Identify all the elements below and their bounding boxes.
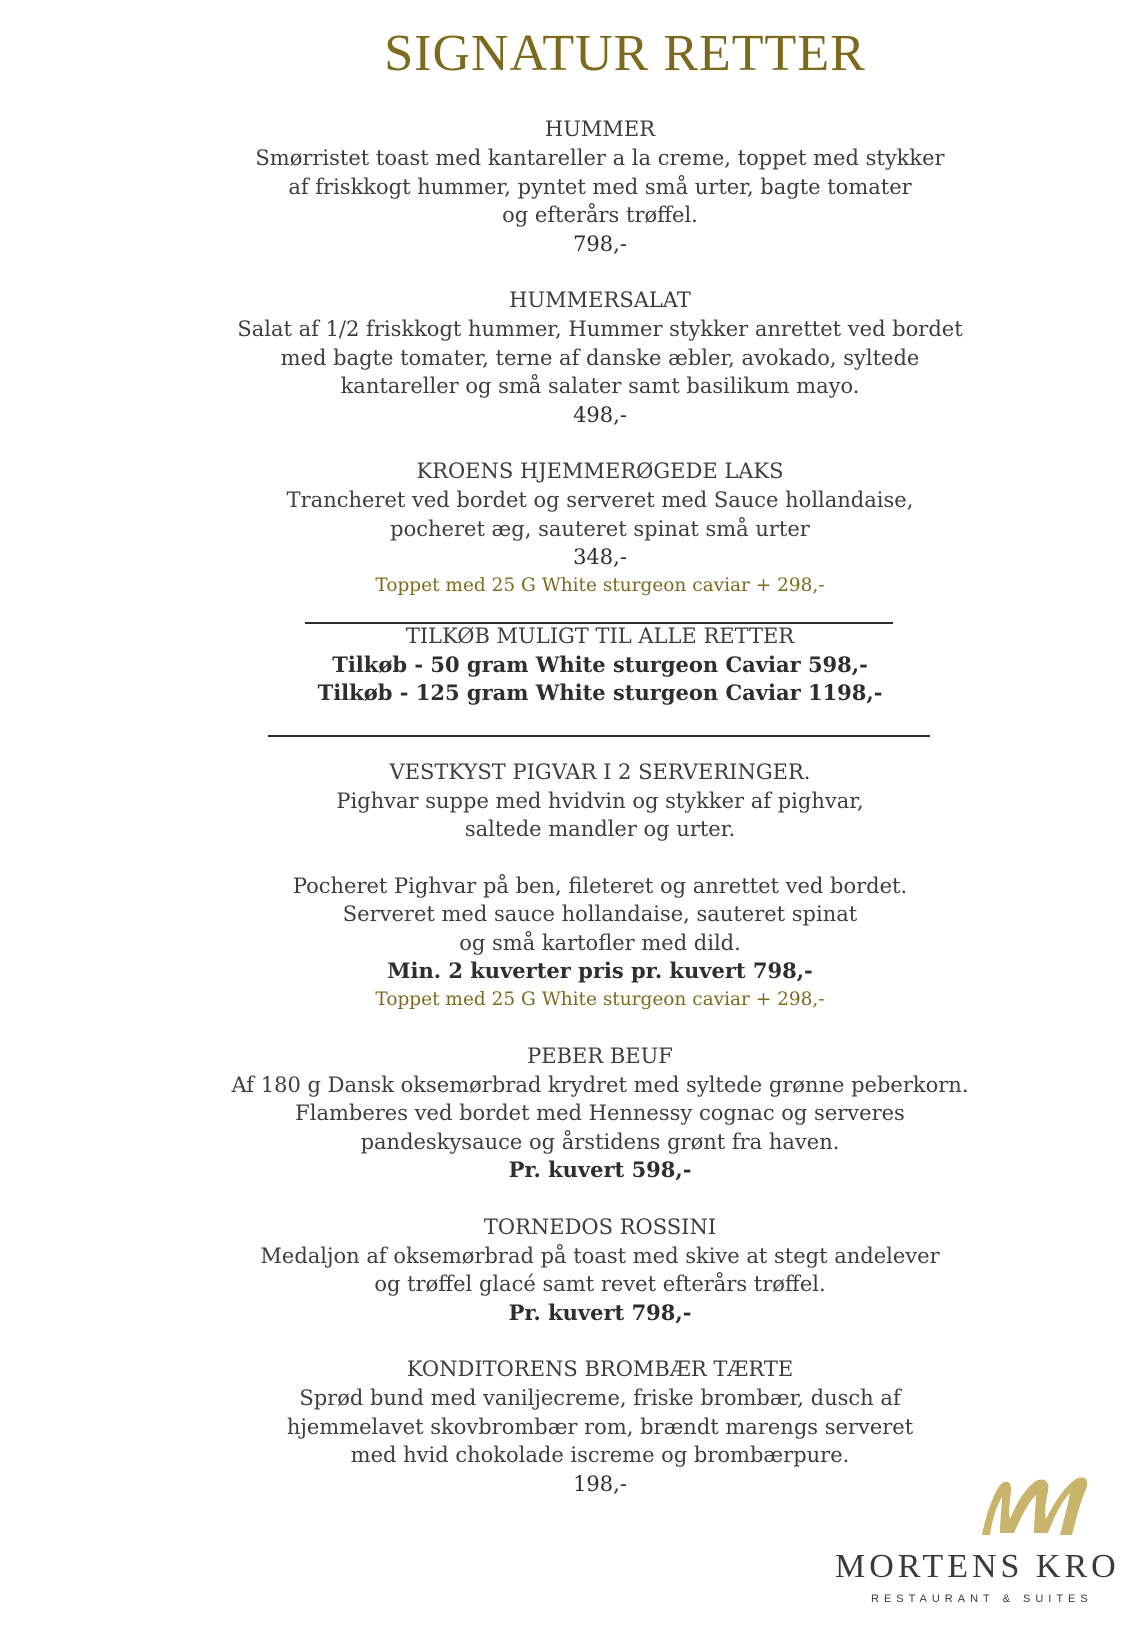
dish-description-line: saltede mandler og urter. [464,817,736,841]
dish-name: PEBER BEUF [527,1043,673,1068]
dish-description-line: Trancheret ved bordet og serveret med Sauce hollandaise, [286,488,914,512]
dish-name: TORNEDOS ROSSINI [483,1214,717,1239]
mortens-kro-logo [835,1475,1120,1605]
dish-description-line: Sprød bund med vaniljecreme, friske brombær, dusch af [299,1386,901,1410]
dish-price: Pr. kuvert 798,- [508,1299,692,1325]
dish-tornedos-rossini [0,1213,1125,1328]
dish-price: 198,- [573,1471,627,1496]
dish-description-line: Salat af 1/2 friskkogt hummer, Hummer stykker anrettet ved bordet [237,317,963,341]
dish-description-line: med bagte tomater, terne af danske æbler, avokado, syltede [280,345,920,370]
dish-description-line: Smørristet toast med kantareller a la creme, toppet med stykker [255,146,945,170]
extras-line: Tilkøb - 125 gram White sturgeon Caviar 1198,- [317,680,883,705]
dish-hummersalat [0,286,1125,429]
dish-name: KROENS HJEMMERØGEDE LAKS [416,459,784,483]
dish-description-line: og små kartofler med dild. [459,930,741,955]
caviar-upsell: Toppet med 25 G White sturgeon caviar + 298,- [375,988,825,1010]
dish-price: 348,- [573,545,627,569]
dish-price: Pr. kuvert 598,- [508,1157,692,1182]
dish-description-line: med hvid chokolade iscreme og brombærpure. [350,1443,850,1467]
dish-description-line: og efterårs trøffel. [502,203,698,227]
dish-description-line: pandeskysauce og årstidens grønt fra haven. [360,1129,840,1154]
dish-description-line: Af 180 g Dansk oksemørbrad krydret med syltede grønne peberkorn. [231,1072,969,1097]
dish-description-line: Pighvar suppe med hvidvin og stykker af pighvar, [336,788,864,813]
dish-description-line: Medaljon af oksemørbrad på toast med skive at stegt andelever [260,1243,940,1268]
extras-line: Tilkøb - 50 gram White sturgeon Caviar 598,- [332,651,868,677]
dish-hummer [0,115,1125,258]
divider-top [305,622,893,624]
dish-price: Min. 2 kuverter pris pr. kuvert 798,- [387,958,813,983]
dish-name: VESTKYST PIGVAR I 2 SERVERINGER. [389,759,811,784]
divider-bottom [268,735,930,737]
dish-laks [0,457,1125,600]
page-title: SIGNATUR RETTER [384,25,866,82]
dish-name: HUMMER [544,117,656,141]
menu-list [0,115,1125,1498]
dish-description-line: af friskkogt hummer, pyntet med små urter, bagte tomater [288,174,912,199]
extras-section [0,622,1125,708]
extras-heading: TILKØB MULIGT TIL ALLE RETTER [405,623,795,648]
logo-tagline: RESTAURANT & SUITES [871,1593,1093,1605]
dish-description-line: pocheret æg, sauteret spinat små urter [390,516,810,541]
dish-description-line: Pocheret Pighvar på ben, fileteret og anrettet ved bordet. [292,873,908,898]
dish-name: HUMMERSALAT [509,288,691,312]
dish-description-line: Serveret med sauce hollandaise, sauteret spinat [342,902,858,926]
dish-name: KONDITORENS BROMBÆR TÆRTE [406,1357,794,1381]
dish-pigvar [0,758,1125,1014]
dish-description-line: kantareller og små salater samt basilikum mayo. [340,374,860,398]
logo-m-mark-icon [980,1475,1090,1537]
dish-description-line: og trøffel glacé samt revet efterårs trøffel. [374,1272,826,1296]
dish-peber-beuf [0,1042,1125,1185]
dish-description-line: hjemmelavet skovbrombær rom, brændt marengs serveret [286,1414,914,1439]
dish-description-line: Flamberes ved bordet med Hennessy cognac og serveres [295,1101,905,1125]
dish-price: 798,- [573,231,627,256]
caviar-upsell: Toppet med 25 G White sturgeon caviar + 298,- [375,574,825,596]
logo-name: MORTENS KRO [835,1548,1120,1585]
dish-price: 498,- [573,402,627,427]
